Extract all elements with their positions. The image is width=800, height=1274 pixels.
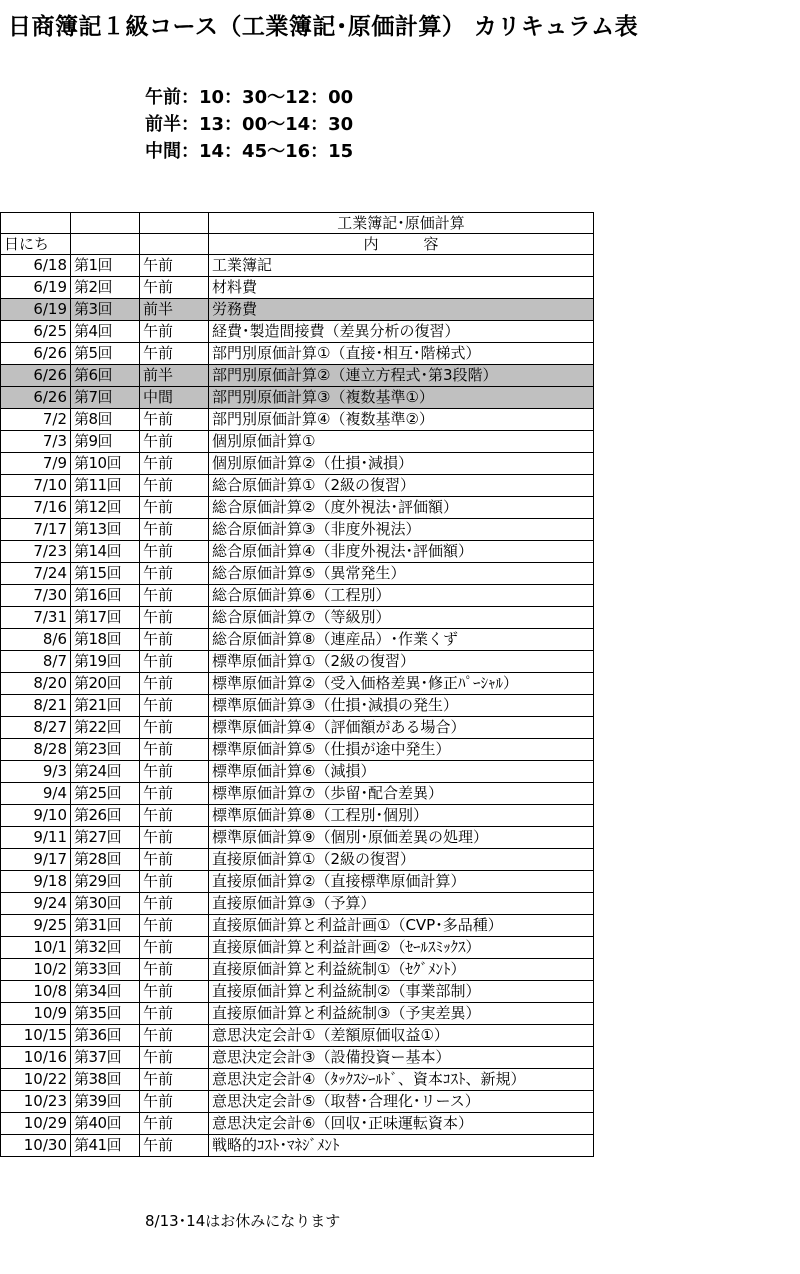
lesson-number: 第4回: [71, 321, 140, 343]
table-row: [1, 1091, 594, 1113]
lesson-number: 第6回: [71, 365, 140, 387]
lesson-date: 8/27: [1, 717, 71, 739]
lesson-period: 午前: [140, 1025, 209, 1047]
lesson-content: 部門別原価計算④（複数基準②）: [209, 409, 594, 431]
lesson-period: 午前: [140, 431, 209, 453]
lesson-number: 第38回: [71, 1069, 140, 1091]
header-date: 日にち: [1, 234, 71, 255]
table-row: [1, 695, 594, 717]
header-blank: [1, 213, 71, 234]
lesson-period: 午前: [140, 651, 209, 673]
lesson-number: 第2回: [71, 277, 140, 299]
lesson-date: 7/17: [1, 519, 71, 541]
header-blank: [71, 234, 140, 255]
table-row: [1, 563, 594, 585]
table-row: [1, 497, 594, 519]
lesson-date: 9/25: [1, 915, 71, 937]
table-row: [1, 541, 594, 563]
table-row: [1, 299, 594, 321]
lesson-date: 9/3: [1, 761, 71, 783]
table-row: [1, 519, 594, 541]
curriculum-table: [0, 212, 594, 1157]
lesson-period: 午前: [140, 1003, 209, 1025]
lesson-number: 第40回: [71, 1113, 140, 1135]
table-row: [1, 1003, 594, 1025]
table-row: [1, 915, 594, 937]
table-row: [1, 959, 594, 981]
lesson-period: 午前: [140, 607, 209, 629]
lesson-period: 午前: [140, 783, 209, 805]
lesson-date: 7/10: [1, 475, 71, 497]
header-blank: [71, 213, 140, 234]
schedule-times: [145, 84, 353, 165]
lesson-content: 総合原価計算②（度外視法･評価額）: [209, 497, 594, 519]
lesson-number: 第39回: [71, 1091, 140, 1113]
time-first-half: 前半：13：00〜14：30: [145, 114, 354, 135]
header-subject: 工業簿記･原価計算: [209, 213, 594, 234]
lesson-content: 標準原価計算⑨（個別･原価差異の処理）: [209, 827, 594, 849]
table-row: [1, 783, 594, 805]
table-row: [1, 629, 594, 651]
table-row: [1, 1025, 594, 1047]
lesson-period: 午前: [140, 1135, 209, 1157]
table-row: [1, 805, 594, 827]
page-title: 日商簿記１級コース（工業簿記･原価計算） カリキュラム表: [8, 14, 639, 40]
lesson-date: 10/29: [1, 1113, 71, 1135]
lesson-content: 総合原価計算⑦（等級別）: [209, 607, 594, 629]
lesson-number: 第22回: [71, 717, 140, 739]
lesson-number: 第36回: [71, 1025, 140, 1047]
lesson-period: 午前: [140, 915, 209, 937]
lesson-date: 9/4: [1, 783, 71, 805]
lesson-date: 7/3: [1, 431, 71, 453]
time-morning: 午前：10：30〜12：00: [145, 87, 354, 108]
lesson-date: 8/20: [1, 673, 71, 695]
lesson-period: 午前: [140, 1069, 209, 1091]
lesson-number: 第34回: [71, 981, 140, 1003]
lesson-period: 午前: [140, 585, 209, 607]
lesson-date: 10/15: [1, 1025, 71, 1047]
lesson-content: 意思決定会計④（ﾀｯｸｽｼｰﾙﾄﾞ、資本ｺｽﾄ、新規）: [209, 1069, 594, 1091]
lesson-content: 標準原価計算⑧（工程別･個別）: [209, 805, 594, 827]
lesson-period: 午前: [140, 849, 209, 871]
lesson-content: 材料費: [209, 277, 594, 299]
lesson-date: 10/22: [1, 1069, 71, 1091]
table-row: [1, 255, 594, 277]
lesson-period: 午前: [140, 563, 209, 585]
lesson-period: 午前: [140, 673, 209, 695]
table-row: [1, 849, 594, 871]
lesson-period: 午前: [140, 629, 209, 651]
curriculum-table-body: [1, 213, 594, 1157]
lesson-number: 第28回: [71, 849, 140, 871]
table-row: [1, 1135, 594, 1157]
table-row: [1, 871, 594, 893]
lesson-date: 6/26: [1, 365, 71, 387]
lesson-date: 10/9: [1, 1003, 71, 1025]
lesson-number: 第13回: [71, 519, 140, 541]
header-content: 内 容: [209, 234, 594, 255]
lesson-period: 午前: [140, 739, 209, 761]
lesson-content: 総合原価計算⑤（異常発生）: [209, 563, 594, 585]
lesson-date: 7/24: [1, 563, 71, 585]
lesson-content: 総合原価計算⑥（工程別）: [209, 585, 594, 607]
lesson-date: 10/2: [1, 959, 71, 981]
lesson-period: 午前: [140, 409, 209, 431]
lesson-period: 午前: [140, 343, 209, 365]
lesson-date: 6/25: [1, 321, 71, 343]
lesson-content: 総合原価計算①（2級の復習）: [209, 475, 594, 497]
lesson-number: 第25回: [71, 783, 140, 805]
lesson-number: 第32回: [71, 937, 140, 959]
lesson-number: 第7回: [71, 387, 140, 409]
lesson-date: 6/18: [1, 255, 71, 277]
table-row: [1, 365, 594, 387]
lesson-period: 午前: [140, 937, 209, 959]
time-middle: 中間：14：45〜16：15: [145, 141, 354, 162]
lesson-content: 標準原価計算⑥（減損）: [209, 761, 594, 783]
lesson-period: 前半: [140, 365, 209, 387]
table-row: [1, 761, 594, 783]
lesson-content: 標準原価計算⑤（仕損が途中発生）: [209, 739, 594, 761]
lesson-date: 10/30: [1, 1135, 71, 1157]
lesson-period: 午前: [140, 255, 209, 277]
lesson-date: 6/19: [1, 299, 71, 321]
lesson-number: 第26回: [71, 805, 140, 827]
table-row: [1, 387, 594, 409]
lesson-period: 午前: [140, 541, 209, 563]
lesson-content: 直接原価計算と利益統制①（ｾｸﾞﾒﾝﾄ）: [209, 959, 594, 981]
lesson-number: 第17回: [71, 607, 140, 629]
header-row-top: [1, 213, 594, 234]
lesson-number: 第18回: [71, 629, 140, 651]
lesson-number: 第35回: [71, 1003, 140, 1025]
lesson-number: 第14回: [71, 541, 140, 563]
lesson-period: 午前: [140, 871, 209, 893]
lesson-content: 個別原価計算②（仕損･減損）: [209, 453, 594, 475]
lesson-content: 直接原価計算②（直接標準原価計算）: [209, 871, 594, 893]
lesson-number: 第30回: [71, 893, 140, 915]
lesson-date: 7/16: [1, 497, 71, 519]
lesson-content: 総合原価計算④（非度外視法･評価額）: [209, 541, 594, 563]
table-row: [1, 739, 594, 761]
lesson-content: 直接原価計算③（予算）: [209, 893, 594, 915]
lesson-content: 部門別原価計算③（複数基準①）: [209, 387, 594, 409]
lesson-content: 直接原価計算と利益計画①（CVP･多品種）: [209, 915, 594, 937]
lesson-number: 第24回: [71, 761, 140, 783]
lesson-period: 午前: [140, 717, 209, 739]
lesson-content: 標準原価計算①（2級の復習）: [209, 651, 594, 673]
lesson-content: 部門別原価計算②（連立方程式･第3段階）: [209, 365, 594, 387]
lesson-period: 中間: [140, 387, 209, 409]
lesson-date: 9/18: [1, 871, 71, 893]
table-row: [1, 1113, 594, 1135]
lesson-content: 標準原価計算④（評価額がある場合）: [209, 717, 594, 739]
lesson-number: 第29回: [71, 871, 140, 893]
lesson-content: 工業簿記: [209, 255, 594, 277]
lesson-number: 第20回: [71, 673, 140, 695]
lesson-number: 第23回: [71, 739, 140, 761]
footer-note: 8/13･14はお休みになります: [145, 1212, 341, 1230]
lesson-date: 6/26: [1, 387, 71, 409]
table-row: [1, 827, 594, 849]
lesson-number: 第11回: [71, 475, 140, 497]
table-row: [1, 409, 594, 431]
lesson-number: 第19回: [71, 651, 140, 673]
lesson-date: 7/30: [1, 585, 71, 607]
lesson-content: 標準原価計算②（受入価格差異･修正ﾊﾟｰｼｬﾙ）: [209, 673, 594, 695]
lesson-number: 第15回: [71, 563, 140, 585]
lesson-date: 10/1: [1, 937, 71, 959]
lesson-period: 午前: [140, 893, 209, 915]
lesson-number: 第3回: [71, 299, 140, 321]
lesson-number: 第27回: [71, 827, 140, 849]
lesson-date: 7/23: [1, 541, 71, 563]
lesson-period: 午前: [140, 519, 209, 541]
lesson-period: 午前: [140, 453, 209, 475]
table-row: [1, 431, 594, 453]
lesson-number: 第9回: [71, 431, 140, 453]
lesson-number: 第31回: [71, 915, 140, 937]
header-blank: [140, 234, 209, 255]
table-row: [1, 1069, 594, 1091]
lesson-number: 第10回: [71, 453, 140, 475]
table-row: [1, 453, 594, 475]
lesson-period: 前半: [140, 299, 209, 321]
lesson-date: 7/31: [1, 607, 71, 629]
lesson-date: 10/8: [1, 981, 71, 1003]
lesson-date: 8/7: [1, 651, 71, 673]
lesson-date: 9/10: [1, 805, 71, 827]
lesson-content: 総合原価計算③（非度外視法）: [209, 519, 594, 541]
table-row: [1, 717, 594, 739]
lesson-date: 7/2: [1, 409, 71, 431]
lesson-date: 7/9: [1, 453, 71, 475]
lesson-period: 午前: [140, 981, 209, 1003]
lesson-date: 8/6: [1, 629, 71, 651]
table-row: [1, 321, 594, 343]
lesson-number: 第12回: [71, 497, 140, 519]
lesson-content: 戦略的ｺｽﾄ･ﾏﾈｼﾞﾒﾝﾄ: [209, 1135, 594, 1157]
lesson-content: 意思決定会計⑤（取替･合理化･リース）: [209, 1091, 594, 1113]
table-row: [1, 673, 594, 695]
lesson-content: 意思決定会計③（設備投資ー基本）: [209, 1047, 594, 1069]
lesson-period: 午前: [140, 497, 209, 519]
lesson-period: 午前: [140, 1113, 209, 1135]
lesson-content: 総合原価計算⑧（連産品）･作業くず: [209, 629, 594, 651]
lesson-content: 直接原価計算と利益計画②（ｾｰﾙｽﾐｯｸｽ）: [209, 937, 594, 959]
lesson-content: 個別原価計算①: [209, 431, 594, 453]
table-row: [1, 651, 594, 673]
lesson-number: 第1回: [71, 255, 140, 277]
lesson-date: 10/16: [1, 1047, 71, 1069]
table-row: [1, 475, 594, 497]
table-row: [1, 607, 594, 629]
lesson-period: 午前: [140, 827, 209, 849]
table-row: [1, 981, 594, 1003]
lesson-date: 8/21: [1, 695, 71, 717]
lesson-number: 第33回: [71, 959, 140, 981]
lesson-period: 午前: [140, 277, 209, 299]
lesson-content: 標準原価計算③（仕損･減損の発生）: [209, 695, 594, 717]
table-row: [1, 343, 594, 365]
lesson-content: 直接原価計算と利益統制③（予実差異）: [209, 1003, 594, 1025]
lesson-number: 第8回: [71, 409, 140, 431]
lesson-date: 6/26: [1, 343, 71, 365]
lesson-content: 部門別原価計算①（直接･相互･階梯式）: [209, 343, 594, 365]
lesson-number: 第21回: [71, 695, 140, 717]
lesson-date: 9/24: [1, 893, 71, 915]
lesson-period: 午前: [140, 761, 209, 783]
table-row: [1, 937, 594, 959]
lesson-period: 午前: [140, 959, 209, 981]
table-row: [1, 585, 594, 607]
lesson-content: 意思決定会計①（差額原価収益①）: [209, 1025, 594, 1047]
lesson-content: 標準原価計算⑦（歩留･配合差異）: [209, 783, 594, 805]
lesson-content: 労務費: [209, 299, 594, 321]
table-row: [1, 893, 594, 915]
table-row: [1, 277, 594, 299]
header-blank: [140, 213, 209, 234]
lesson-date: 10/23: [1, 1091, 71, 1113]
lesson-content: 経費･製造間接費（差異分析の復習）: [209, 321, 594, 343]
lesson-period: 午前: [140, 321, 209, 343]
lesson-number: 第37回: [71, 1047, 140, 1069]
lesson-number: 第5回: [71, 343, 140, 365]
lesson-date: 8/28: [1, 739, 71, 761]
lesson-content: 直接原価計算①（2級の復習）: [209, 849, 594, 871]
lesson-period: 午前: [140, 475, 209, 497]
lesson-date: 9/11: [1, 827, 71, 849]
header-row-bottom: [1, 234, 594, 255]
lesson-content: 直接原価計算と利益統制②（事業部制）: [209, 981, 594, 1003]
lesson-date: 9/17: [1, 849, 71, 871]
lesson-date: 6/19: [1, 277, 71, 299]
lesson-period: 午前: [140, 695, 209, 717]
lesson-period: 午前: [140, 1047, 209, 1069]
lesson-number: 第41回: [71, 1135, 140, 1157]
lesson-period: 午前: [140, 1091, 209, 1113]
lesson-period: 午前: [140, 805, 209, 827]
lesson-content: 意思決定会計⑥（回収･正味運転資本）: [209, 1113, 594, 1135]
lesson-number: 第16回: [71, 585, 140, 607]
table-row: [1, 1047, 594, 1069]
